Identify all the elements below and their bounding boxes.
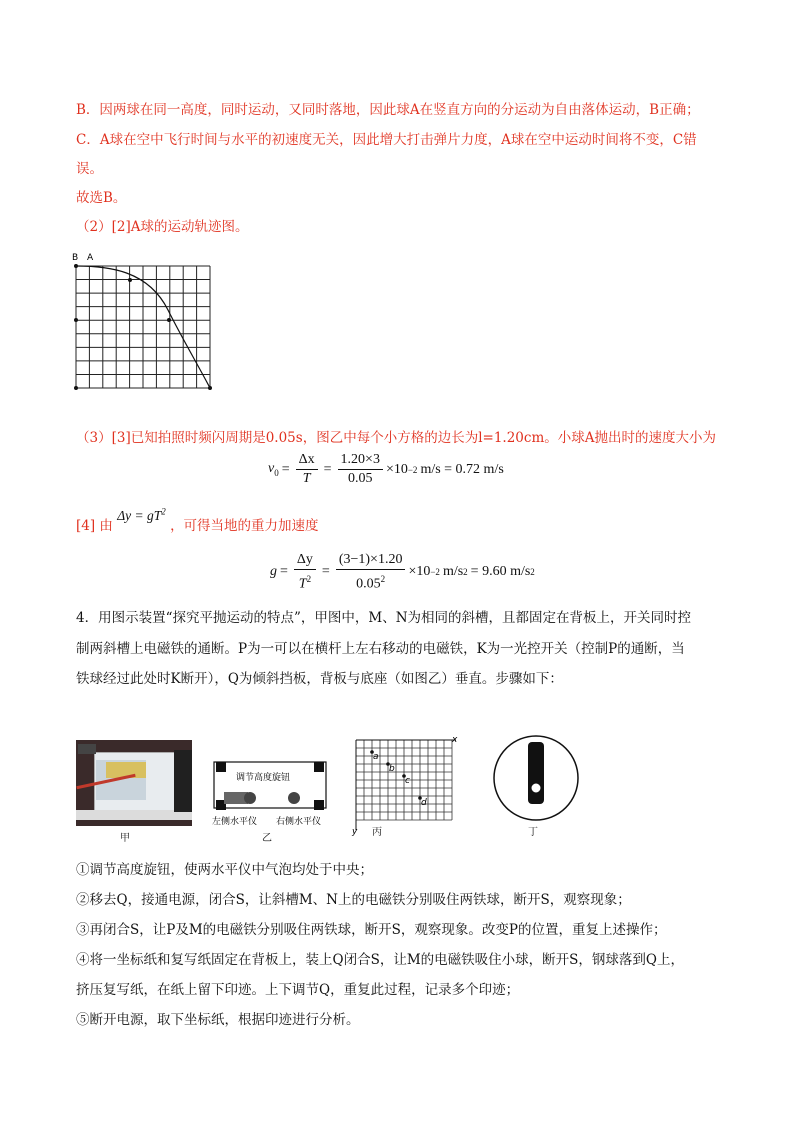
answer-part2: （2）[2]A球的运动轨迹图。 bbox=[76, 219, 249, 235]
svg-text:c: c bbox=[405, 776, 410, 786]
caption-jia: 甲 bbox=[120, 833, 130, 844]
formula1-num: Δx bbox=[296, 452, 318, 470]
formula1-exp: −2 bbox=[407, 464, 418, 475]
velocity-formula: $v_0$ = $\frac{\Delta x}{T}$ = $\frac{1.20\times 3}{0.05}$ ×10 −2 m/s = 0.72 m/s bbox=[268, 452, 504, 486]
caption-bing: 丙 bbox=[372, 827, 382, 838]
gravity-formula: g = $\frac{\Delta y}{T^2}$ = $\frac{(3-1)\times 1.20}{0.05^2}$ ×10 −2 m/s 2 = 9.60 m/s 2 bbox=[270, 552, 535, 592]
inline-formula: $\Delta y = gT^2$ bbox=[117, 506, 166, 523]
formula1-tail: ×10 bbox=[385, 461, 408, 477]
axis-y: y bbox=[352, 827, 358, 836]
step-1: ①调节高度旋钮，使两水平仪中气泡均处于中央； bbox=[76, 862, 373, 878]
formula1-num2: 1.20×3 bbox=[338, 452, 383, 470]
trajectory-point bbox=[74, 386, 78, 390]
coordinate-grid-diagram bbox=[344, 732, 462, 836]
question4-line2: 制两斜槽上电磁铁的通断。P为一可以在横杆上左右移动的电磁铁，K为一光控开关（控制P的通断，当 bbox=[76, 641, 685, 657]
answer-b-line: B．因两球在同一高度，同时运动，又同时落地，因此球A在竖直方向的分运动为自由落体运动，B正确； bbox=[76, 102, 700, 118]
formula1-den: T bbox=[302, 471, 311, 486]
trajectory-point bbox=[208, 386, 212, 390]
svg-text:d: d bbox=[421, 798, 427, 808]
answer-part3: （3）[3]已知拍照时频闪周期是0.05s，图乙中每个小方格的边长为l=1.20cm。小球A抛出时的速度大小为 bbox=[76, 430, 716, 446]
graph-label-a: A bbox=[87, 253, 94, 263]
answer-choice: 故选B。 bbox=[76, 190, 127, 206]
trajectory-graph bbox=[68, 250, 218, 395]
answer-c-line1: C．A球在空中飞行时间与水平的初速度无关，因此增大打击弹片力度，A球在空中运动时间将不变，C错 bbox=[76, 132, 697, 148]
caption-ding: 丁 bbox=[528, 827, 538, 838]
question4-line1: 4．用图示装置“探究平抛运动的特点”，甲图中，M、N为相同的斜槽，且都固定在背板上，开关同时控 bbox=[76, 610, 692, 626]
step-3: ③再闭合S，让P及M的电磁铁分别吸住两铁球，断开S，观察现象。改变P的位置，重复上述操作； bbox=[76, 922, 667, 938]
step-4: ④将一坐标纸和复写纸固定在背板上，装上Q闭合S，让M的电磁铁吸住小球，断开S，钢球落到Q上， bbox=[76, 952, 684, 968]
svg-text:b: b bbox=[389, 764, 395, 774]
graph-label-b: B bbox=[72, 253, 79, 263]
apparatus-photo bbox=[76, 740, 192, 826]
level-indicator-diagram bbox=[490, 732, 582, 824]
axis-x: x bbox=[452, 735, 458, 745]
trajectory-point bbox=[74, 318, 78, 322]
formula2-num2: (3−1)×1.20 bbox=[336, 552, 406, 570]
formula1-lhs: v bbox=[268, 461, 275, 477]
caption-yi: 乙 bbox=[262, 833, 272, 844]
step-4-cont: 挤压复写纸，在纸上留下印迹。上下调节Q，重复此过程，记录多个印迹； bbox=[76, 982, 520, 998]
answer-part4 bbox=[76, 506, 319, 534]
formula2-num: Δy bbox=[294, 552, 316, 570]
label-left-level: 左侧水平仪 bbox=[212, 817, 258, 827]
formula2-lhs: g bbox=[270, 564, 277, 580]
step-2: ②移去Q，接通电源，闭合S，让斜槽M、N上的电磁铁分别吸住两铁球，断开S，观察现象； bbox=[76, 892, 631, 908]
formula1-lhs-sub: 0 bbox=[274, 467, 279, 478]
base-diagram bbox=[206, 758, 334, 838]
trajectory-point bbox=[74, 264, 78, 268]
label-right-level: 右侧水平仪 bbox=[276, 817, 322, 827]
step-5: ⑤断开电源，取下坐标纸，根据印迹进行分析。 bbox=[76, 1012, 360, 1028]
answer-c-line2: 误。 bbox=[76, 161, 103, 177]
formula2-tail: ×10 bbox=[408, 564, 431, 580]
formula1-unit: m/s = 0.72 m/s bbox=[420, 461, 504, 477]
label-knob: 调节高度旋钮 bbox=[236, 773, 291, 783]
svg-text:a: a bbox=[373, 752, 379, 762]
formula1-den2: 0.05 bbox=[348, 471, 373, 486]
question4-line3: 铁球经过此处时K断开），Q为倾斜挡板，背板与底座（如图乙）垂直。步骤如下： bbox=[76, 671, 563, 687]
part4-prefix: [4] 由 bbox=[76, 518, 113, 534]
part4-suffix: ，可得当地的重力加速度 bbox=[170, 518, 319, 534]
trajectory-point bbox=[167, 318, 171, 322]
trajectory-point bbox=[128, 278, 132, 282]
